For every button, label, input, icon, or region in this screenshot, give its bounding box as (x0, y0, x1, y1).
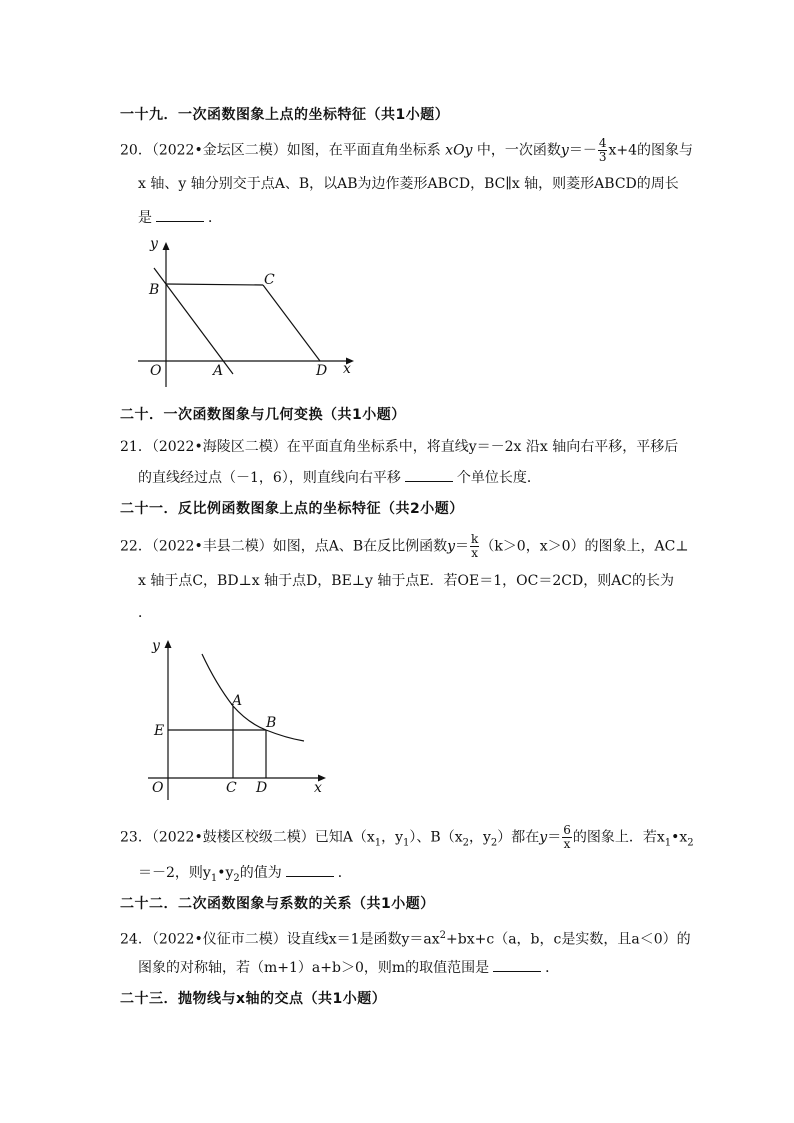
label-y: y (152, 638, 160, 654)
fraction-denominator: 3 (598, 150, 607, 164)
subscript: 2 (233, 872, 240, 884)
fraction (562, 824, 572, 851)
answer-blank[interactable] (493, 957, 541, 972)
question-23-line-2 (138, 862, 352, 889)
side-BC (166, 284, 263, 285)
section-heading-19: 一十九．一次函数图象上点的坐标特征（共1小题） (120, 107, 450, 123)
question-23-line-1 (120, 824, 694, 853)
fraction (470, 533, 479, 560)
question-text: ）、B（x (409, 829, 463, 846)
hyperbola-curve (202, 654, 304, 741)
variable-y: y (447, 538, 456, 555)
question-22-line-2: x 轴于点C，BD⊥x 轴于点D，BE⊥y 轴于点E．若OE＝1，OC＝2CD，则AC的长为 (138, 573, 675, 589)
label-E: E (154, 723, 165, 739)
figure-rhombus (130, 232, 370, 392)
question-20-line-1 (120, 137, 693, 164)
fraction (598, 137, 608, 164)
question-number: 21． (120, 439, 152, 455)
subscript: 1 (374, 837, 382, 849)
label-O: O (150, 363, 162, 379)
question-text: （2022•海陵区二模）在平面直角坐标系中，将直线y＝－2x 沿x 轴向右平移，平移后 (151, 439, 679, 455)
question-text: （k＞0，x＞0）的图象上，AC⊥ (480, 538, 689, 555)
question-text: +bx+c（a，b，c是实数，且a＜0）的 (446, 931, 691, 948)
question-text: （2022•仪征市二模）设直线x＝1是函数y＝ax (151, 931, 440, 948)
subscript: 2 (462, 837, 469, 849)
question-text: 图象的对称轴，若（m+1）a+b＞0，则m的取值范围是 (138, 960, 490, 976)
question-text: 如图，在平面直角坐标系 (286, 142, 441, 159)
section-heading-20: 二十．一次函数图象与几何变换（共1小题） (120, 407, 406, 423)
question-20-line-3 (138, 207, 222, 228)
question-24-line-2 (138, 957, 559, 978)
question-number: 22． (120, 538, 152, 555)
section-heading-22: 二十二．二次函数图象与系数的关系（共1小题） (120, 896, 435, 912)
answer-blank[interactable] (156, 207, 204, 222)
figure-hyperbola (140, 630, 340, 805)
question-text: ，y (468, 829, 491, 846)
equals-sign: ＝ (547, 829, 562, 846)
label-C: C (264, 272, 275, 288)
question-text: ． (545, 960, 560, 976)
fraction-numerator: 4 (598, 136, 607, 150)
subscript: 1 (664, 837, 672, 849)
question-text: •x (671, 829, 688, 846)
question-21-line-1 (120, 437, 678, 457)
label-A: A (232, 693, 243, 709)
fraction-numerator: 6 (563, 823, 571, 837)
label-C: C (226, 780, 237, 796)
variable-y: y (539, 829, 548, 846)
question-text: ． (337, 865, 352, 881)
question-20-line-2: x 轴、y 轴分别交于点A、B，以AB为边作菱形ABCD，BC∥x 轴，则菱形ABCD的周长 (138, 176, 679, 192)
question-source: （2022•金坛区二模） (151, 142, 287, 159)
answer-blank[interactable] (286, 862, 334, 877)
question-text: ． (208, 210, 222, 226)
variable-y: y (560, 142, 569, 159)
question-21-line-2 (138, 467, 541, 488)
subscript: 1 (403, 837, 410, 849)
question-text: （2022•丰县二模）如图，点A、B在反比例函数 (151, 538, 448, 555)
y-axis-arrow (165, 640, 172, 648)
question-text: ）都在 (497, 829, 540, 846)
coordinate-system-name: xOy (445, 142, 473, 159)
subscript: 2 (490, 837, 498, 849)
question-text: 中，一次函数 (476, 142, 561, 159)
label-y: y (150, 236, 158, 252)
question-text: 是 (138, 210, 152, 226)
answer-blank[interactable] (405, 467, 453, 482)
question-22-line-1 (120, 533, 689, 560)
question-text: 的直线经过点（－1，6），则直线向右平移 (138, 470, 401, 486)
label-x: x (314, 780, 322, 796)
y-axis-arrow (163, 242, 170, 250)
label-O: O (152, 780, 164, 796)
label-B: B (266, 715, 277, 731)
question-text: ，y (381, 829, 404, 846)
question-number: 23． (120, 829, 152, 846)
label-B: B (149, 282, 160, 298)
question-text: 的值为 (239, 865, 282, 881)
label-A: A (213, 363, 224, 379)
question-number: 20． (120, 142, 152, 159)
fraction-denominator: x (471, 546, 479, 560)
question-text: •y (217, 865, 234, 881)
question-text: 的图象与 (637, 142, 694, 159)
question-22-line-3: ． (138, 605, 152, 621)
superscript: 2 (439, 930, 447, 941)
question-text: 的图象上．若x (572, 829, 665, 846)
label-D: D (256, 780, 268, 796)
equals-sign: ＝ (455, 538, 470, 555)
subscript: 2 (687, 837, 694, 849)
question-text: （2022•鼓楼区校级二模）已知A（x (151, 829, 375, 846)
question-text: 个单位长度． (456, 470, 541, 486)
label-x: x (343, 361, 351, 377)
subscript: 1 (210, 872, 218, 884)
fraction-numerator: k (471, 532, 479, 546)
equals-sign: ＝－ (568, 142, 597, 159)
question-text: ＝－2，则y (138, 865, 211, 881)
fraction-denominator: x (563, 837, 571, 851)
expression: x+4 (608, 142, 638, 159)
question-24-line-1 (120, 926, 691, 950)
question-number: 24． (120, 931, 152, 948)
section-heading-23: 二十三．抛物线与x轴的交点（共1小题） (120, 991, 387, 1007)
section-heading-21: 二十一．反比例函数图象上点的坐标特征（共2小题） (120, 501, 464, 517)
label-D: D (316, 363, 328, 379)
side-CD (263, 285, 320, 361)
